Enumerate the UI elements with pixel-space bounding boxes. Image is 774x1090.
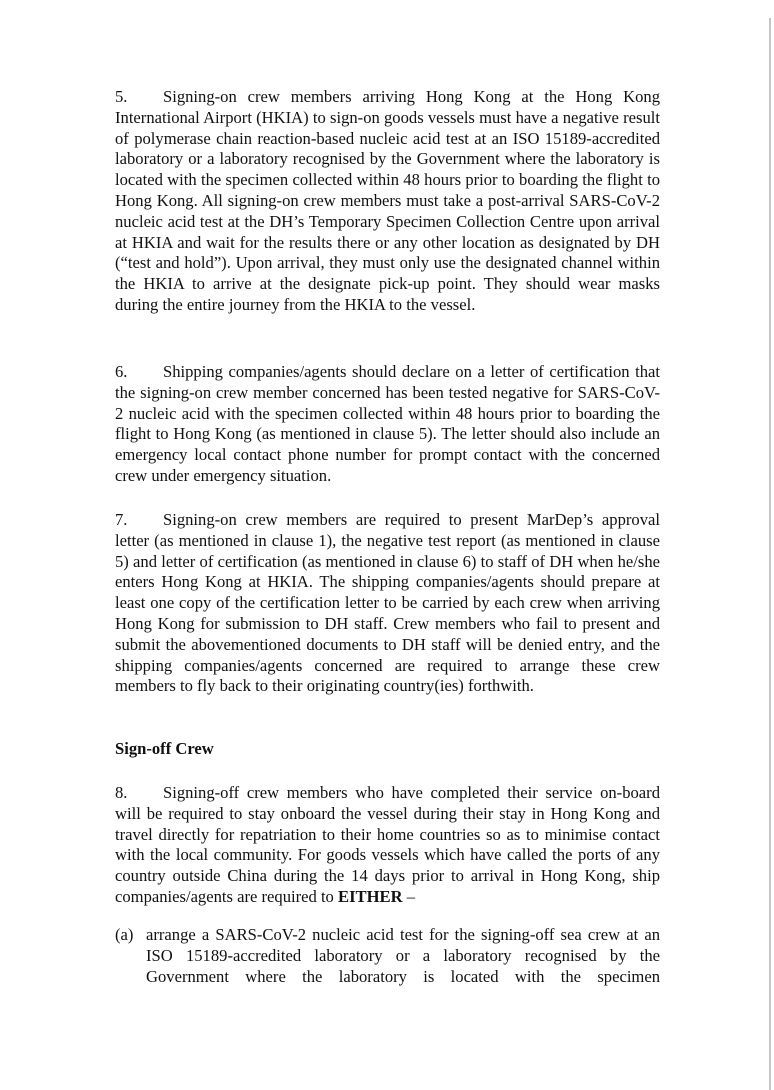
paragraph-8-number: 8.: [115, 783, 128, 802]
paragraph-8: [115, 783, 660, 908]
paragraph-5-text: Signing-on crew members arriving Hong Kong at the Hong Kong International Airport (HKIA) to sign-on goods vessels must have a negative result of polymerase chain reaction-based nucleic acid test at an ISO 15189-accredited laboratory or a laboratory recognised by the Government where the laboratory is located with the specimen collected within 48 hours prior to boarding the flight to Hong Kong. All signing-on crew members must take a post-arrival SARS-CoV-2 nucleic acid test at the DH’s Temporary Specimen Collection Centre upon arrival at HKIA and wait for the results there or any other location as designated by DH (“test and hold”). Upon arrival, they must only use the designated channel within the HKIA to arrive at the designate pick-up point. They should wear masks during the entire journey from the HKIA to the vessel.: [115, 87, 660, 314]
section-heading-sign-off-crew: Sign-off Crew: [115, 739, 214, 758]
paragraph-6-text: Shipping companies/agents should declare on a letter of certification that the signing-on crew member concerned has been tested negative for SARS-CoV-2 nucleic acid with the specimen collected within 48 hours prior to boarding the flight to Hong Kong (as mentioned in clause 5). The letter should also include an emergency local contact phone number for prompt contact with the concerned crew under emergency situation.: [115, 362, 660, 485]
paragraph-8-tail: –: [402, 886, 416, 906]
paragraph-7: [115, 510, 660, 697]
list-item-a-marker: (a): [115, 925, 134, 944]
paragraph-8-text: Signing-off crew members who have completed their service on-board will be required to stay onboard the vessel during their stay in Hong Kong and travel directly for repatriation to their home countries so as to minimise contact with the local community. For goods vessels which have called the ports of any country outside China during the 14 days prior to arrival in Hong Kong, ship companies/agents are required to: [115, 783, 660, 906]
paragraph-7-text: Signing-on crew members are required to present MarDep’s approval letter (as mentioned in clause 1), the negative test report (as mentioned in clause 5) and letter of certification (as mentioned in clause 6) to staff of DH when he/she enters Hong Kong at HKIA. The shipping companies/agents should prepare at least one copy of the certification letter to be carried by each crew when arriving Hong Kong for submission to DH staff. Crew members who fail to present and submit the abovementioned documents to DH staff will be denied entry, and the shipping companies/agents concerned are required to arrange these crew members to fly back to their originating country(ies) forthwith.: [115, 510, 660, 696]
paragraph-6: [115, 362, 660, 487]
paragraph-6-number: 6.: [115, 362, 128, 381]
paragraph-8-bold-either: EITHER: [338, 886, 403, 906]
page-right-edge-line: [769, 18, 771, 1090]
paragraph-7-number: 7.: [115, 510, 128, 529]
paragraph-5: [115, 87, 660, 316]
list-item-a: [115, 925, 660, 987]
list-item-a-text: arrange a SARS-CoV-2 nucleic acid test for the signing-off sea crew at an ISO 15189-accredited laboratory or a laboratory recognised by the Government where the laboratory is located with the specimen: [146, 925, 660, 986]
paragraph-5-number: 5.: [115, 87, 128, 106]
